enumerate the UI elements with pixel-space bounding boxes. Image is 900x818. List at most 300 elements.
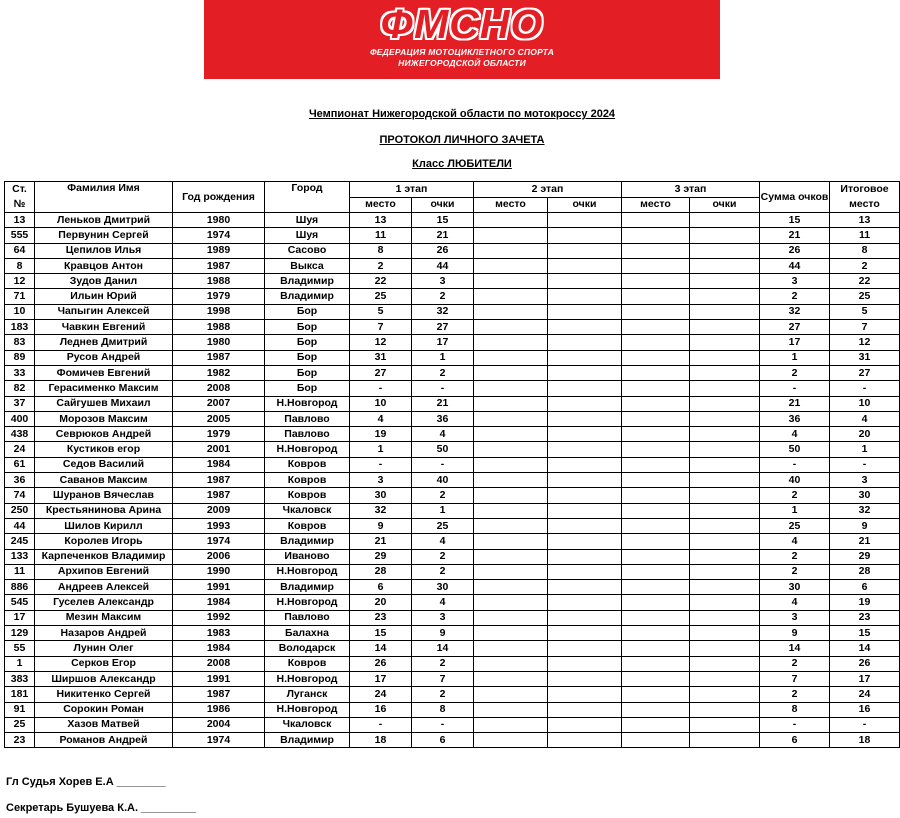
cell-name: Первунин Сергей [35, 228, 173, 243]
cell-num: 1 [5, 656, 35, 671]
cell-stage1-place: 16 [350, 702, 412, 717]
cell-year: 2001 [173, 442, 265, 457]
cell-name: Ширшов Александр [35, 671, 173, 686]
cell-name: Назаров Андрей [35, 626, 173, 641]
cell-stage2-points [548, 733, 622, 748]
cell-num: 71 [5, 289, 35, 304]
cell-stage1-points: - [412, 381, 474, 396]
cell-stage2-place [474, 289, 548, 304]
cell-stage3-place [622, 304, 690, 319]
cell-sum: 25 [760, 518, 830, 533]
cell-name: Хазов Матвей [35, 717, 173, 732]
cell-stage3-place [622, 457, 690, 472]
cell-final: - [830, 457, 900, 472]
cell-stage1-place: 30 [350, 488, 412, 503]
cell-stage1-place: 22 [350, 274, 412, 289]
header-num: Ст. № [5, 182, 35, 213]
cell-sum: 4 [760, 595, 830, 610]
cell-year: 2009 [173, 503, 265, 518]
cell-num: 245 [5, 534, 35, 549]
cell-stage3-points [690, 289, 760, 304]
cell-sum: 17 [760, 335, 830, 350]
cell-num: 555 [5, 228, 35, 243]
cell-stage2-place [474, 580, 548, 595]
cell-stage2-points [548, 534, 622, 549]
cell-stage1-place: 29 [350, 549, 412, 564]
cell-num: 37 [5, 396, 35, 411]
cell-stage2-points [548, 488, 622, 503]
cell-stage2-points [548, 350, 622, 365]
cell-stage2-place [474, 457, 548, 472]
cell-stage3-points [690, 473, 760, 488]
cell-stage1-points: 3 [412, 274, 474, 289]
table-row [5, 595, 900, 610]
cell-stage1-points: 17 [412, 335, 474, 350]
cell-sum: 2 [760, 365, 830, 380]
cell-final: 12 [830, 335, 900, 350]
chief-judge-signature: Гл Судья Хорев Е.А ________ [6, 776, 166, 788]
cell-stage1-place: 9 [350, 518, 412, 533]
cell-stage3-points [690, 442, 760, 457]
cell-num: 25 [5, 717, 35, 732]
cell-year: 2005 [173, 411, 265, 426]
cell-year: 1980 [173, 335, 265, 350]
table-row [5, 243, 900, 258]
table-row [5, 580, 900, 595]
cell-stage3-points [690, 320, 760, 335]
cell-stage1-place: 15 [350, 626, 412, 641]
cell-sum: 2 [760, 549, 830, 564]
cell-city: Чкаловск [265, 503, 350, 518]
document-subtitle: ПРОТОКОЛ ЛИЧНОГО ЗАЧЕТА [379, 134, 545, 146]
cell-final: 23 [830, 610, 900, 625]
cell-sum: 4 [760, 427, 830, 442]
cell-stage2-points [548, 580, 622, 595]
table-row [5, 656, 900, 671]
cell-stage1-place: 27 [350, 365, 412, 380]
table-row [5, 289, 900, 304]
cell-city: Павлово [265, 610, 350, 625]
cell-stage1-place: 17 [350, 671, 412, 686]
cell-sum: 2 [760, 488, 830, 503]
cell-name: Никитенко Сергей [35, 687, 173, 702]
cell-num: 13 [5, 213, 35, 228]
cell-stage1-points: 2 [412, 488, 474, 503]
cell-stage1-points: 25 [412, 518, 474, 533]
cell-city: Ковров [265, 488, 350, 503]
cell-final: 19 [830, 595, 900, 610]
federation-logo [204, 0, 720, 79]
cell-stage3-points [690, 518, 760, 533]
cell-stage1-place: 26 [350, 656, 412, 671]
cell-stage2-points [548, 243, 622, 258]
cell-stage1-place: 18 [350, 733, 412, 748]
cell-stage1-points: 2 [412, 549, 474, 564]
cell-sum: 27 [760, 320, 830, 335]
cell-stage2-place [474, 595, 548, 610]
header-stage3-points: очки [690, 197, 760, 213]
secretary-signature: Секретарь Бушуева К.А. _________ [6, 802, 197, 814]
cell-sum: 44 [760, 258, 830, 273]
cell-name: Серков Егор [35, 656, 173, 671]
cell-num: 129 [5, 626, 35, 641]
cell-stage1-points: 2 [412, 289, 474, 304]
cell-sum: 50 [760, 442, 830, 457]
cell-stage2-points [548, 518, 622, 533]
cell-stage1-place: 19 [350, 427, 412, 442]
cell-year: 1986 [173, 702, 265, 717]
cell-stage1-points: - [412, 457, 474, 472]
table-row [5, 641, 900, 656]
cell-stage1-points: 1 [412, 350, 474, 365]
cell-year: 1982 [173, 365, 265, 380]
cell-stage1-points: 14 [412, 641, 474, 656]
cell-city: Н.Новгород [265, 564, 350, 579]
cell-stage1-place: 7 [350, 320, 412, 335]
cell-stage1-points: - [412, 717, 474, 732]
cell-year: 1992 [173, 610, 265, 625]
cell-city: Бор [265, 320, 350, 335]
cell-sum: 7 [760, 671, 830, 686]
cell-stage3-points [690, 411, 760, 426]
cell-num: 82 [5, 381, 35, 396]
cell-stage2-points [548, 702, 622, 717]
cell-stage1-points: 6 [412, 733, 474, 748]
cell-num: 44 [5, 518, 35, 533]
cell-sum: - [760, 717, 830, 732]
cell-sum: 3 [760, 610, 830, 625]
header-stage2: 2 этап [474, 182, 622, 198]
cell-stage3-points [690, 641, 760, 656]
cell-stage3-points [690, 365, 760, 380]
cell-city: Балахна [265, 626, 350, 641]
cell-sum: 9 [760, 626, 830, 641]
cell-year: 1987 [173, 258, 265, 273]
cell-name: Крестьянинова Арина [35, 503, 173, 518]
table-row [5, 258, 900, 273]
cell-stage1-place: 12 [350, 335, 412, 350]
cell-sum: 21 [760, 396, 830, 411]
cell-stage3-place [622, 350, 690, 365]
cell-stage1-place: 23 [350, 610, 412, 625]
cell-stage3-place [622, 626, 690, 641]
cell-stage3-points [690, 213, 760, 228]
cell-year: 1988 [173, 274, 265, 289]
cell-stage3-points [690, 457, 760, 472]
cell-stage3-place [622, 534, 690, 549]
cell-num: 23 [5, 733, 35, 748]
header-name: Фамилия Имя [35, 182, 173, 213]
cell-stage3-place [622, 641, 690, 656]
cell-stage2-place [474, 549, 548, 564]
cell-city: Владимир [265, 274, 350, 289]
cell-stage3-points [690, 534, 760, 549]
cell-city: Владимир [265, 289, 350, 304]
results-body [5, 213, 900, 748]
cell-stage2-points [548, 687, 622, 702]
cell-stage2-place [474, 243, 548, 258]
cell-stage3-points [690, 274, 760, 289]
cell-stage1-points: 36 [412, 411, 474, 426]
cell-num: 11 [5, 564, 35, 579]
cell-final: 5 [830, 304, 900, 319]
cell-sum: 26 [760, 243, 830, 258]
cell-stage1-place: 11 [350, 228, 412, 243]
cell-stage2-place [474, 534, 548, 549]
cell-stage1-place: 14 [350, 641, 412, 656]
cell-stage2-place [474, 733, 548, 748]
table-row [5, 518, 900, 533]
cell-city: Выкса [265, 258, 350, 273]
table-row [5, 381, 900, 396]
cell-stage2-place [474, 687, 548, 702]
cell-stage1-place: 10 [350, 396, 412, 411]
cell-year: 2008 [173, 381, 265, 396]
cell-city: Бор [265, 304, 350, 319]
table-row [5, 564, 900, 579]
cell-year: 2006 [173, 549, 265, 564]
cell-stage3-place [622, 580, 690, 595]
cell-final: 28 [830, 564, 900, 579]
cell-stage1-points: 21 [412, 396, 474, 411]
cell-city: Владимир [265, 534, 350, 549]
cell-stage1-points: 27 [412, 320, 474, 335]
cell-stage2-place [474, 320, 548, 335]
logo-subtitle-line2: НИЖЕГОРОДСКОЙ ОБЛАСТИ [398, 58, 526, 68]
cell-name: Цепилов Илья [35, 243, 173, 258]
cell-stage3-points [690, 671, 760, 686]
cell-stage2-points [548, 717, 622, 732]
cell-stage3-points [690, 595, 760, 610]
cell-stage3-place [622, 687, 690, 702]
cell-stage3-points [690, 549, 760, 564]
cell-stage2-points [548, 228, 622, 243]
cell-num: 183 [5, 320, 35, 335]
cell-stage3-place [622, 702, 690, 717]
cell-stage1-place: 13 [350, 213, 412, 228]
cell-year: 1990 [173, 564, 265, 579]
cell-stage3-points [690, 580, 760, 595]
cell-stage2-points [548, 626, 622, 641]
cell-year: 1988 [173, 320, 265, 335]
cell-num: 74 [5, 488, 35, 503]
header-final: Итоговое место [830, 182, 900, 213]
cell-stage2-place [474, 702, 548, 717]
cell-stage2-place [474, 381, 548, 396]
cell-year: 1998 [173, 304, 265, 319]
cell-sum: 40 [760, 473, 830, 488]
cell-num: 12 [5, 274, 35, 289]
cell-stage1-place: - [350, 457, 412, 472]
cell-final: 7 [830, 320, 900, 335]
cell-final: 4 [830, 411, 900, 426]
cell-stage1-place: 21 [350, 534, 412, 549]
cell-stage2-place [474, 473, 548, 488]
cell-name: Королев Игорь [35, 534, 173, 549]
cell-stage2-points [548, 396, 622, 411]
table-row [5, 733, 900, 748]
cell-name: Карпеченков Владимир [35, 549, 173, 564]
cell-stage2-points [548, 304, 622, 319]
cell-stage2-points [548, 656, 622, 671]
cell-sum: 32 [760, 304, 830, 319]
cell-stage2-points [548, 320, 622, 335]
cell-sum: 21 [760, 228, 830, 243]
table-row [5, 320, 900, 335]
cell-stage3-points [690, 610, 760, 625]
cell-final: 10 [830, 396, 900, 411]
cell-stage2-place [474, 396, 548, 411]
cell-name: Фомичев Евгений [35, 365, 173, 380]
cell-name: Чапыгин Алексей [35, 304, 173, 319]
cell-stage1-points: 9 [412, 626, 474, 641]
cell-stage2-place [474, 503, 548, 518]
table-row [5, 411, 900, 426]
cell-stage3-points [690, 503, 760, 518]
cell-stage1-points: 7 [412, 671, 474, 686]
cell-stage3-points [690, 733, 760, 748]
cell-stage2-points [548, 473, 622, 488]
cell-name: Леднев Дмитрий [35, 335, 173, 350]
cell-final: 29 [830, 549, 900, 564]
header-stage2-place: место [474, 197, 548, 213]
cell-city: Шуя [265, 228, 350, 243]
cell-stage3-place [622, 488, 690, 503]
cell-stage3-points [690, 488, 760, 503]
header-stage1: 1 этап [350, 182, 474, 198]
cell-stage3-points [690, 656, 760, 671]
cell-year: 1993 [173, 518, 265, 533]
cell-stage2-points [548, 671, 622, 686]
cell-city: Владимир [265, 580, 350, 595]
cell-stage3-place [622, 243, 690, 258]
cell-num: 36 [5, 473, 35, 488]
cell-stage3-place [622, 381, 690, 396]
cell-sum: 2 [760, 687, 830, 702]
cell-final: 9 [830, 518, 900, 533]
cell-stage1-place: 24 [350, 687, 412, 702]
cell-num: 33 [5, 365, 35, 380]
cell-city: Бор [265, 335, 350, 350]
cell-stage2-place [474, 656, 548, 671]
cell-stage2-place [474, 564, 548, 579]
cell-stage2-place [474, 427, 548, 442]
header-year: Год рождения [173, 182, 265, 213]
cell-stage2-points [548, 595, 622, 610]
table-row [5, 717, 900, 732]
cell-city: Ковров [265, 656, 350, 671]
cell-sum: 6 [760, 733, 830, 748]
header-city: Город [265, 182, 350, 213]
cell-stage3-points [690, 243, 760, 258]
cell-sum: 15 [760, 213, 830, 228]
cell-stage1-place: 20 [350, 595, 412, 610]
cell-city: Луганск [265, 687, 350, 702]
cell-final: 3 [830, 473, 900, 488]
table-row [5, 396, 900, 411]
cell-final: 26 [830, 656, 900, 671]
cell-num: 91 [5, 702, 35, 717]
cell-num: 250 [5, 503, 35, 518]
cell-stage3-points [690, 427, 760, 442]
cell-stage3-place [622, 503, 690, 518]
cell-year: 1974 [173, 228, 265, 243]
cell-stage3-place [622, 442, 690, 457]
cell-stage3-points [690, 258, 760, 273]
table-row [5, 304, 900, 319]
cell-stage3-points [690, 717, 760, 732]
cell-stage2-points [548, 564, 622, 579]
cell-stage3-place [622, 213, 690, 228]
cell-stage2-place [474, 258, 548, 273]
cell-stage3-points [690, 304, 760, 319]
cell-name: Саванов Максим [35, 473, 173, 488]
results-table [4, 181, 900, 748]
cell-num: 10 [5, 304, 35, 319]
table-row [5, 427, 900, 442]
cell-num: 400 [5, 411, 35, 426]
cell-stage2-points [548, 457, 622, 472]
table-row [5, 671, 900, 686]
header-stage1-points: очки [412, 197, 474, 213]
cell-final: 17 [830, 671, 900, 686]
cell-stage1-place: 4 [350, 411, 412, 426]
cell-stage3-points [690, 396, 760, 411]
cell-name: Шуранов Вячеслав [35, 488, 173, 503]
cell-year: 1974 [173, 733, 265, 748]
cell-stage2-place [474, 610, 548, 625]
table-row [5, 702, 900, 717]
cell-city: Володарск [265, 641, 350, 656]
cell-sum: 36 [760, 411, 830, 426]
cell-num: 83 [5, 335, 35, 350]
cell-final: 25 [830, 289, 900, 304]
cell-stage3-place [622, 549, 690, 564]
cell-stage3-place [622, 671, 690, 686]
cell-stage2-place [474, 213, 548, 228]
cell-year: 2004 [173, 717, 265, 732]
cell-year: 1984 [173, 457, 265, 472]
cell-city: Чкаловск [265, 717, 350, 732]
cell-final: 20 [830, 427, 900, 442]
cell-city: Бор [265, 381, 350, 396]
cell-name: Кравцов Антон [35, 258, 173, 273]
cell-city: Н.Новгород [265, 595, 350, 610]
cell-name: Романов Андрей [35, 733, 173, 748]
cell-stage2-place [474, 350, 548, 365]
cell-stage2-points [548, 411, 622, 426]
cell-num: 55 [5, 641, 35, 656]
cell-sum: 2 [760, 656, 830, 671]
cell-stage3-place [622, 717, 690, 732]
cell-stage2-points [548, 335, 622, 350]
cell-year: 1983 [173, 626, 265, 641]
cell-num: 64 [5, 243, 35, 258]
cell-final: 6 [830, 580, 900, 595]
table-row [5, 626, 900, 641]
cell-final: 32 [830, 503, 900, 518]
cell-final: 1 [830, 442, 900, 457]
cell-stage2-points [548, 213, 622, 228]
table-row [5, 365, 900, 380]
cell-stage1-place: 32 [350, 503, 412, 518]
cell-name: Архипов Евгений [35, 564, 173, 579]
cell-name: Лунин Олег [35, 641, 173, 656]
cell-stage3-place [622, 335, 690, 350]
cell-name: Гуселев Александр [35, 595, 173, 610]
cell-name: Ильин Юрий [35, 289, 173, 304]
cell-stage3-points [690, 381, 760, 396]
